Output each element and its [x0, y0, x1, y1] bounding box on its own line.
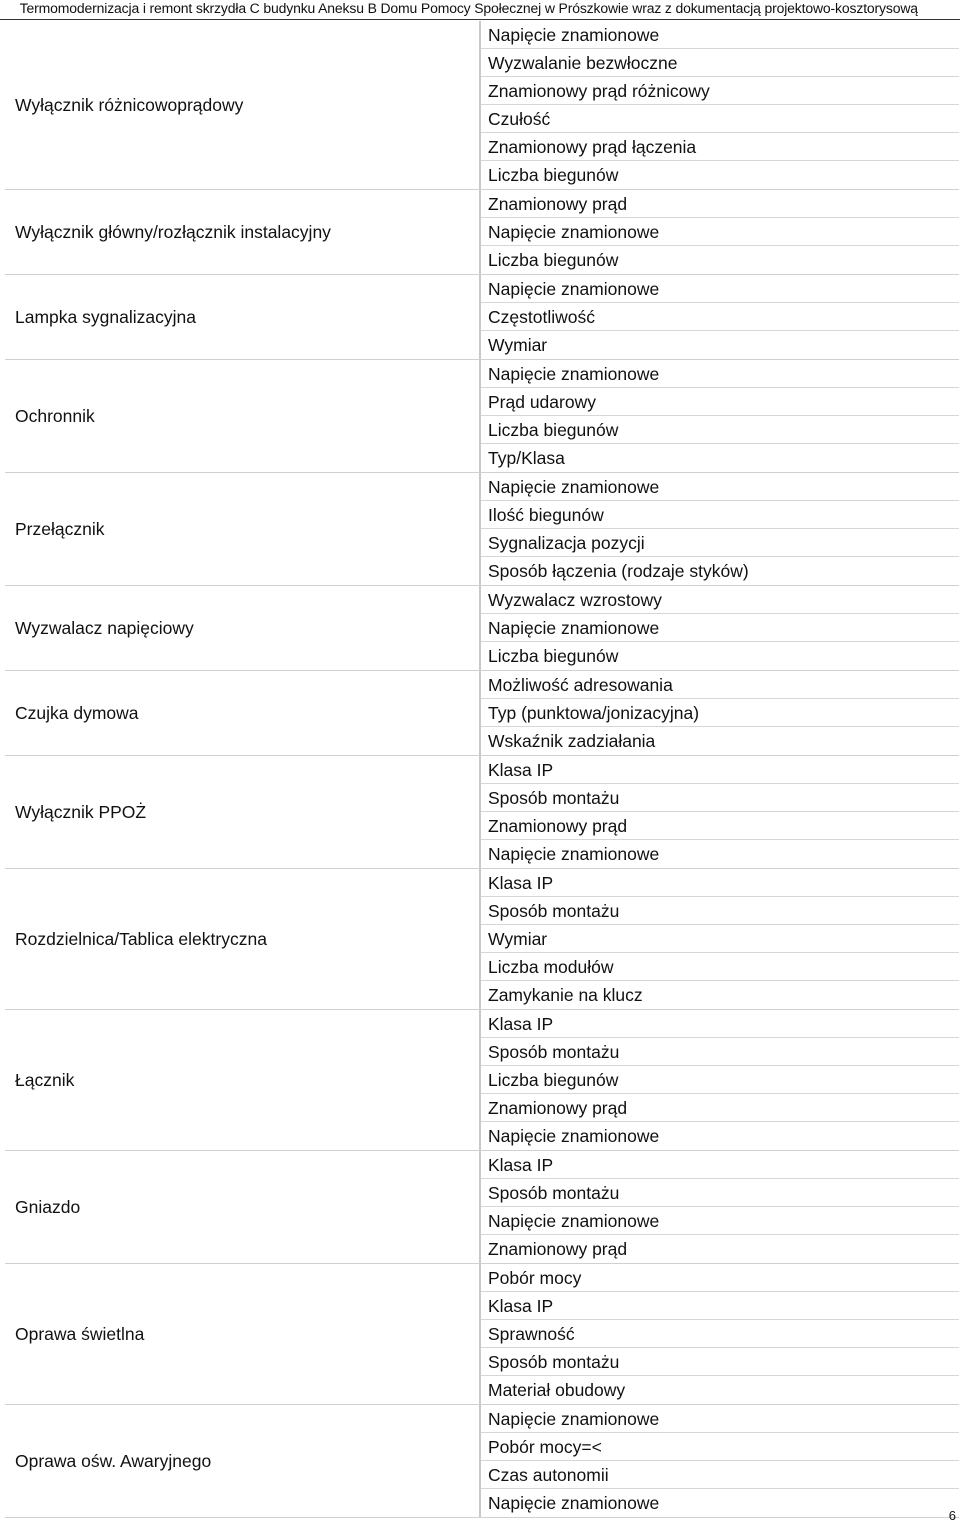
parameter-item: Napięcie znamionowe — [481, 21, 959, 49]
specification-table — [5, 21, 959, 1518]
parameter-item: Znamionowy prąd — [481, 1094, 959, 1122]
component-name-cell — [5, 756, 481, 868]
parameter-item: Ilość biegunów — [481, 501, 959, 529]
component-name: Czujka dymowa — [15, 702, 139, 723]
page-number: 6 — [948, 1508, 956, 1523]
component-name-cell — [5, 671, 481, 755]
component-name-cell — [5, 473, 481, 585]
parameter-item: Napięcie znamionowe — [488, 1126, 660, 1146]
parameter-list — [481, 756, 959, 868]
parameter-list — [481, 1151, 959, 1263]
component-name-cell — [5, 869, 481, 1009]
parameter-item: Czułość — [481, 105, 959, 133]
parameter-item: Czas autonomii — [481, 1461, 959, 1489]
component-name: Rozdzielnica/Tablica elektryczna — [15, 928, 267, 949]
table-row — [5, 275, 959, 360]
parameter-item: Klasa IP — [481, 756, 959, 784]
parameter-item: Liczba biegunów — [481, 1066, 959, 1094]
parameter-item: Sposób montażu — [481, 1038, 959, 1066]
parameter-list — [481, 1010, 959, 1150]
parameter-item: Sposób montażu — [481, 897, 959, 925]
parameter-item: Napięcie znamionowe — [481, 360, 959, 388]
table-row — [5, 21, 959, 190]
table-row — [5, 671, 959, 756]
parameter-list — [481, 671, 959, 755]
parameter-item: Zamykanie na klucz — [488, 985, 643, 1005]
component-name: Gniazdo — [15, 1196, 81, 1217]
parameter-item: Pobór mocy — [481, 1264, 959, 1292]
component-name: Wyzwalacz napięciowy — [15, 617, 194, 638]
parameter-item: Częstotliwość — [481, 303, 959, 331]
table-row — [5, 1264, 959, 1405]
parameter-item: Liczba biegunów — [488, 165, 619, 185]
parameter-list — [481, 1264, 959, 1404]
parameter-item: Napięcie znamionowe — [488, 1493, 660, 1513]
parameter-item: Możliwość adresowania — [481, 671, 959, 699]
component-name: Wyłącznik różnicowoprądowy — [15, 94, 244, 115]
parameter-item: Liczba biegunów — [488, 646, 619, 666]
parameter-item: Napięcie znamionowe — [488, 844, 660, 864]
component-name: Łącznik — [15, 1069, 75, 1090]
component-name: Oprawa świetlna — [15, 1323, 145, 1344]
parameter-item: Sposób montażu — [481, 1179, 959, 1207]
parameter-item: Typ/Klasa — [488, 448, 565, 468]
parameter-item: Klasa IP — [481, 1151, 959, 1179]
parameter-item: Klasa IP — [481, 1010, 959, 1038]
parameter-list — [481, 190, 959, 274]
parameter-item: Wymiar — [488, 335, 548, 355]
parameter-item: Sposób łączenia (rodzaje styków) — [488, 561, 749, 581]
parameter-item: Wymiar — [481, 925, 959, 953]
parameter-item: Napięcie znamionowe — [481, 1207, 959, 1235]
parameter-item: Klasa IP — [481, 1292, 959, 1320]
component-name-cell — [5, 190, 481, 274]
parameter-item: Materiał obudowy — [488, 1380, 626, 1400]
parameter-item: Napięcie znamionowe — [481, 473, 959, 501]
parameter-item: Znamionowy prąd — [481, 812, 959, 840]
component-name-cell — [5, 1151, 481, 1263]
parameter-item: Znamionowy prąd różnicowy — [481, 77, 959, 105]
table-row — [5, 190, 959, 275]
parameter-item: Napięcie znamionowe — [481, 275, 959, 303]
table-row — [5, 360, 959, 473]
component-name: Lampka sygnalizacyjna — [15, 306, 196, 327]
parameter-item: Pobór mocy=< — [481, 1433, 959, 1461]
component-name: Oprawa ośw. Awaryjnego — [15, 1450, 212, 1471]
parameter-item: Liczba biegunów — [488, 250, 619, 270]
parameter-item: Klasa IP — [481, 869, 959, 897]
parameter-list — [481, 21, 959, 189]
component-name-cell — [5, 1264, 481, 1404]
table-row — [5, 869, 959, 1010]
table-row — [5, 1405, 959, 1518]
component-name-cell — [5, 1010, 481, 1150]
component-name-cell — [5, 275, 481, 359]
parameter-item: Napięcie znamionowe — [481, 218, 959, 246]
parameter-item: Prąd udarowy — [481, 388, 959, 416]
parameter-item: Napięcie znamionowe — [481, 614, 959, 642]
component-name-cell — [5, 586, 481, 670]
parameter-list — [481, 1405, 959, 1517]
table-row — [5, 1010, 959, 1151]
parameter-item: Znamionowy prąd — [481, 190, 959, 218]
table-row — [5, 473, 959, 586]
parameter-item: Sprawność — [481, 1320, 959, 1348]
parameter-list — [481, 360, 959, 472]
component-name-cell — [5, 21, 481, 189]
component-name: Wyłącznik PPOŻ — [15, 801, 147, 822]
page-header — [0, 0, 960, 20]
component-name: Przełącznik — [15, 518, 105, 539]
parameter-item: Sygnalizacja pozycji — [481, 529, 959, 557]
parameter-item: Znamionowy prąd łączenia — [481, 133, 959, 161]
parameter-item: Wyzwalacz wzrostowy — [481, 586, 959, 614]
component-name-cell — [5, 1405, 481, 1517]
parameter-item: Wyzwalanie bezwłoczne — [481, 49, 959, 77]
table-row — [5, 756, 959, 869]
parameter-list — [481, 473, 959, 585]
parameter-item: Wskaźnik zadziałania — [488, 731, 656, 751]
component-name: Wyłącznik główny/rozłącznik instalacyjny — [15, 221, 331, 242]
parameter-item: Sposób montażu — [481, 784, 959, 812]
component-name-cell — [5, 360, 481, 472]
parameter-item: Napięcie znamionowe — [481, 1405, 959, 1433]
parameter-item: Typ (punktowa/jonizacyjna) — [481, 699, 959, 727]
parameter-list — [481, 275, 959, 359]
table-row — [5, 586, 959, 671]
component-name: Ochronnik — [15, 405, 95, 426]
parameter-item: Znamionowy prąd — [488, 1239, 628, 1259]
header-divider — [0, 19, 960, 20]
document-title: Termomodernizacja i remont skrzydła C budynku Aneksu B Domu Pomocy Społecznej w Prószkowie wraz z dokumentacją projektowo-kosztorysową — [19, 1, 918, 17]
table-row — [5, 1151, 959, 1264]
parameter-item: Liczba biegunów — [481, 416, 959, 444]
parameter-item: Sposób montażu — [481, 1348, 959, 1376]
parameter-list — [481, 869, 959, 1009]
parameter-item: Liczba modułów — [481, 953, 959, 981]
parameter-list — [481, 586, 959, 670]
